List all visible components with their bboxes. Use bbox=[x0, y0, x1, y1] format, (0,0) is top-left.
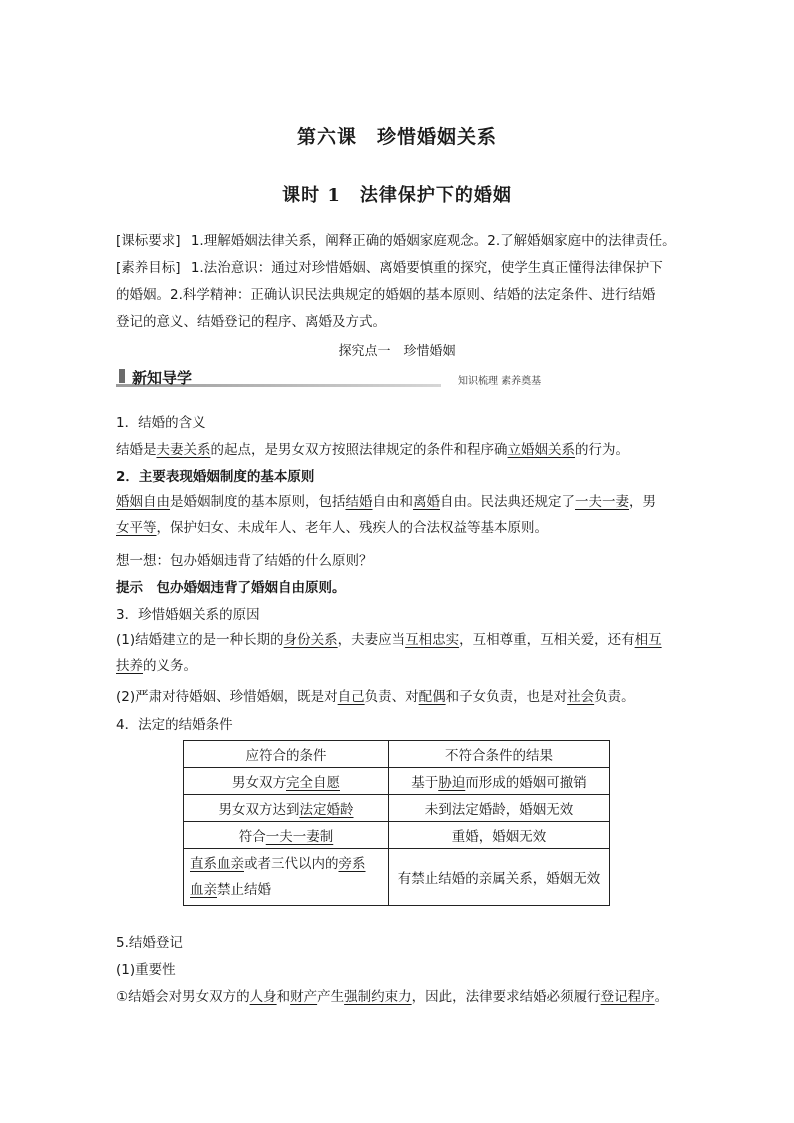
requirements-label: [课标要求] bbox=[116, 233, 181, 249]
underlined-term: 完全自愿 bbox=[286, 775, 340, 791]
table-row bbox=[184, 849, 610, 906]
text-run: 男女双方 bbox=[232, 775, 286, 791]
underlined-term: 结婚 bbox=[345, 494, 373, 510]
underlined-term: 夫妻关系 bbox=[156, 442, 211, 458]
section-3-heading: 3．珍惜婚姻关系的原因 bbox=[116, 607, 260, 623]
underlined-term: 强制约束力 bbox=[344, 989, 412, 1005]
text-run: (1)结婚建立的是一种长期的 bbox=[116, 632, 284, 648]
underlined-term: 胁迫 bbox=[438, 775, 466, 791]
text-run: 而形成的婚姻可撤销 bbox=[465, 775, 587, 791]
underlined-term: 立婚姻关系 bbox=[507, 442, 575, 458]
section-5-text bbox=[116, 985, 668, 1005]
underlined-term: 身份关系 bbox=[283, 632, 338, 648]
text-run: 禁止结婚 bbox=[217, 882, 271, 898]
underlined-term: 财产 bbox=[290, 989, 318, 1005]
underlined-term: 直系血亲 bbox=[190, 856, 244, 872]
table-row bbox=[184, 795, 610, 822]
table-row bbox=[184, 768, 610, 795]
goals-line-3: 登记的意义、结婚登记的程序、离婚及方式。 bbox=[116, 314, 386, 330]
requirements-line bbox=[116, 229, 676, 249]
underlined-term: 互相忠实 bbox=[405, 632, 460, 648]
text-run: ，夫妻应当 bbox=[337, 632, 406, 648]
table-row bbox=[184, 822, 610, 849]
banner-marker-icon bbox=[119, 369, 125, 383]
underlined-term: 登记程序 bbox=[600, 989, 655, 1005]
text-run: ，保护妇女、未成年人、老年人、残疾人的合法权益等基本原则。 bbox=[156, 520, 548, 536]
underlined-term: 一夫一妻制 bbox=[265, 829, 334, 845]
section-1-heading: 1．结婚的含义 bbox=[116, 415, 206, 431]
goals-text-1: 1.法治意识：通过对珍惜婚姻、离婚要慎重的探究，使学生真正懂得法律保护下 bbox=[190, 260, 663, 276]
section-2-text bbox=[116, 489, 681, 541]
table-header-cell: 不符合条件的结果 bbox=[389, 741, 610, 768]
text-run: 是婚姻制度的基本原则，包括 bbox=[170, 494, 346, 510]
table-cell bbox=[389, 768, 610, 795]
underlined-term: 婚姻自由 bbox=[116, 494, 170, 510]
underlined-term: 旁系 bbox=[338, 856, 366, 872]
underlined-term: 一夫一妻 bbox=[575, 494, 629, 510]
section-5-subheading: (1)重要性 bbox=[116, 962, 176, 978]
text-run: 产生 bbox=[317, 989, 345, 1005]
text-run: 自由和 bbox=[372, 494, 413, 510]
table-header-cell: 应符合的条件 bbox=[184, 741, 389, 768]
text-run: ，男 bbox=[629, 494, 656, 510]
underlined-term: 配偶 bbox=[418, 689, 446, 705]
text-run: ，互相尊重，互相关爱，还有 bbox=[459, 632, 635, 648]
goals-line-2: 的婚姻。2.科学精神：正确认识民法典规定的婚姻的基本原则、结婚的法定条件、进行结婚 bbox=[116, 287, 656, 303]
text-run: 结婚是 bbox=[116, 442, 157, 458]
table-cell bbox=[184, 822, 389, 849]
underlined-term: 人身 bbox=[249, 989, 277, 1005]
table-header-row bbox=[184, 741, 610, 768]
underlined-term: 相互 bbox=[634, 632, 662, 648]
table-cell bbox=[184, 768, 389, 795]
underlined-term: 离婚 bbox=[413, 494, 440, 510]
underlined-term: 社会 bbox=[567, 689, 595, 705]
text-run: 负责、对 bbox=[364, 689, 419, 705]
think-question: 想一想：包办婚姻违背了结婚的什么原则？ bbox=[116, 553, 373, 569]
table-cell: 重婚，婚姻无效 bbox=[389, 822, 610, 849]
section-1-text bbox=[116, 438, 629, 458]
text-run: 或者三代以内的 bbox=[244, 856, 339, 872]
underlined-term: 法定婚龄 bbox=[299, 802, 354, 818]
text-run: 男女双方达到 bbox=[218, 802, 300, 818]
text-run: 自由。民法典还规定了 bbox=[440, 494, 575, 510]
marriage-conditions-table bbox=[183, 740, 610, 906]
text-run: 基于 bbox=[411, 775, 439, 791]
underlined-term: 自己 bbox=[337, 689, 365, 705]
text-run: ①结婚会对男女双方的 bbox=[116, 989, 250, 1005]
text-run: 的义务。 bbox=[143, 658, 197, 674]
text-run: (2)严肃对待婚姻、珍惜婚姻，既是对 bbox=[116, 689, 338, 705]
text-run: 负责。 bbox=[594, 689, 635, 705]
table-cell: 有禁止结婚的亲属关系，婚姻无效 bbox=[389, 849, 610, 906]
underlined-term: 扶养 bbox=[116, 658, 143, 674]
text-run: ，因此，法律要求结婚必须履行 bbox=[411, 989, 601, 1005]
lesson-title: 第六课 珍惜婚姻关系 bbox=[296, 126, 497, 148]
think-hint: 提示 包办婚姻违背了婚姻自由原则。 bbox=[116, 580, 346, 596]
section-3-point-1 bbox=[116, 627, 681, 679]
requirements-text: 1.理解婚姻法律关系，阐释正确的婚姻家庭观念。2.了解婚姻家庭中的法律责任。 bbox=[190, 233, 676, 249]
text-run: 符合 bbox=[238, 829, 266, 845]
section-banner bbox=[116, 367, 681, 389]
table-cell bbox=[184, 849, 389, 906]
text-run: 的行为。 bbox=[575, 442, 629, 458]
section-4-heading: 4．法定的结婚条件 bbox=[116, 717, 233, 733]
text-run: 和 bbox=[276, 989, 291, 1005]
text-run: 。 bbox=[654, 989, 669, 1005]
goals-label: [素养目标] bbox=[116, 260, 181, 276]
goals-line-1 bbox=[116, 256, 663, 276]
lesson-subtitle: 课时 1 法律保护下的婚姻 bbox=[282, 185, 512, 206]
explore-title: 探究点一 珍惜婚姻 bbox=[338, 344, 456, 359]
text-run: 的起点，是男女双方按照法律规定的条件和程序确 bbox=[210, 442, 508, 458]
section-3-point-2 bbox=[116, 685, 635, 705]
banner-title: 新知导学 bbox=[132, 369, 193, 387]
banner-subtitle: 知识梳理 素养奠基 bbox=[458, 376, 542, 387]
table-cell bbox=[184, 795, 389, 822]
table-cell: 未到法定婚龄，婚姻无效 bbox=[389, 795, 610, 822]
text-run: 和子女负责，也是对 bbox=[445, 689, 568, 705]
section-5-heading: 5.结婚登记 bbox=[116, 935, 183, 951]
section-2-heading: 2．主要表现婚姻制度的基本原则 bbox=[116, 469, 315, 485]
underlined-term: 血亲 bbox=[190, 882, 217, 898]
underlined-term: 女平等 bbox=[116, 520, 157, 536]
